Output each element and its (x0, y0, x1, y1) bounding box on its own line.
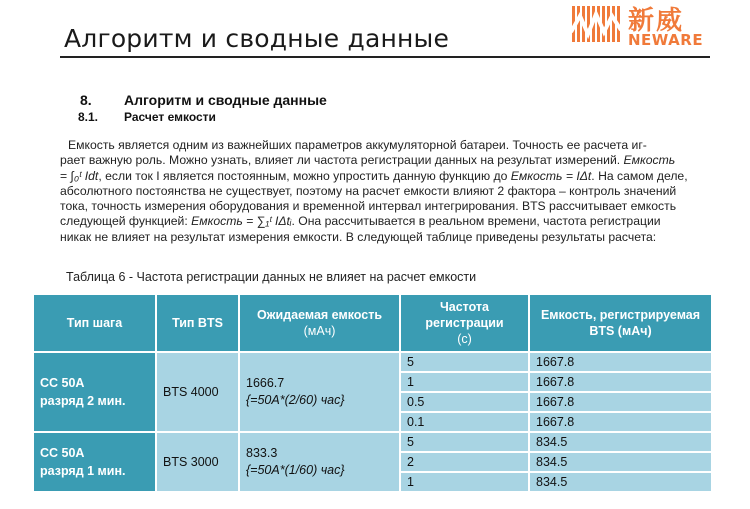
expected-value: 833.3 (246, 446, 278, 460)
capacity-cell: 1667.8 (529, 412, 712, 432)
paragraph-emphasis: Емкость (623, 153, 676, 168)
capacity-cell: 834.5 (529, 452, 712, 472)
step-type-line: CC 50A (40, 446, 85, 460)
neware-logo (568, 0, 718, 52)
paragraph-text: рает важную роль. Можно узнать, влияет ли частота регистрации данных на результат измерений. (60, 153, 621, 168)
paragraph-text: . Она рассчитывается в реальном времени, частота регистрации (291, 214, 661, 229)
paragraph-text: следующей функцией: (60, 214, 188, 229)
paragraph-text: , если ток I является постоянным, можно упростить данную функцию до (98, 168, 508, 183)
body-paragraph (60, 138, 712, 245)
frequency-cell: 0.5 (400, 392, 529, 412)
paragraph-line: абсолютного постоянства не существует, поэтому на расчет емкости влияют 2 фактора – контроль значений (60, 183, 677, 198)
table-header-row (33, 294, 712, 352)
integral-formula: ∫₀ᵗ Idt (70, 168, 99, 183)
subsection-title: Расчет емкости (124, 110, 216, 124)
expected-formula: {=50A*(2/60) час} (246, 393, 345, 407)
paragraph-line (60, 169, 712, 184)
header-expected-unit: (мАч) (303, 324, 336, 338)
header-step-type: Тип шага (33, 294, 156, 352)
capacity-cell: 1667.8 (529, 372, 712, 392)
expected-capacity-cell (239, 432, 400, 492)
neware-logo-icon (570, 2, 622, 46)
header-frequency (400, 294, 529, 352)
expected-value: 1666.7 (246, 376, 285, 390)
paragraph-line: Емкость является одним из важнейших параметров аккумуляторной батареи. Точность ее расчета иг- (68, 138, 647, 152)
expected-formula: {=50A*(1/60) час} (246, 463, 345, 477)
capacity-table (32, 293, 713, 493)
sum-formula: Емкость = ∑₁ᵗ IΔtᵢ (191, 214, 292, 229)
logo-chinese-text: 新威 (628, 6, 685, 36)
step-type-cell (33, 432, 156, 492)
header-expected-label: Ожидаемая емкость (256, 308, 383, 322)
table-row (33, 352, 712, 372)
capacity-cell: 1667.8 (529, 352, 712, 372)
bts-type-cell: BTS 4000 (156, 352, 239, 432)
logo-english-text: NEWARE (628, 31, 704, 49)
header-frequency-unit: (с) (457, 332, 472, 346)
step-type-line: разряд 2 мин. (40, 394, 126, 408)
paragraph-line: никак не влияет на результат измерения емкости. В следующей таблице приведены результаты расчета: (60, 229, 657, 244)
header-expected-capacity (239, 294, 400, 352)
table-caption: Таблица 6 - Частота регистрации данных не влияет на расчет емкости (66, 270, 477, 284)
paragraph-text: = (60, 168, 68, 183)
frequency-cell: 2 (400, 452, 529, 472)
capacity-cell: 1667.8 (529, 392, 712, 412)
frequency-cell: 5 (400, 432, 529, 452)
frequency-cell: 0.1 (400, 412, 529, 432)
paragraph-text: . На самом деле, (591, 168, 688, 183)
page-title: Алгоритм и сводные данные (64, 24, 450, 53)
capacity-cell: 834.5 (529, 472, 712, 492)
frequency-cell: 1 (400, 372, 529, 392)
header-bts-type: Тип BTS (156, 294, 239, 352)
header-recorded-capacity: Емкость, регистрируемая BTS (мАч) (529, 294, 712, 352)
paragraph-line (60, 214, 712, 229)
frequency-cell: 5 (400, 352, 529, 372)
step-type-line: разряд 1 мин. (40, 464, 126, 478)
frequency-cell: 1 (400, 472, 529, 492)
subsection-number: 8.1. (78, 110, 99, 124)
paragraph-line: тока, точность измерения оборудования и временной интервал интегрирования. BTS рассчитывает емкость (60, 199, 677, 214)
section-number: 8. (80, 92, 92, 108)
step-type-cell (33, 352, 156, 432)
expected-capacity-cell (239, 352, 400, 432)
step-type-line: CC 50A (40, 376, 85, 390)
paragraph-emphasis: Емкость = IΔt (510, 168, 592, 183)
bts-type-cell: BTS 3000 (156, 432, 239, 492)
table-row (33, 432, 712, 452)
section-title: Алгоритм и сводные данные (124, 92, 327, 108)
paragraph-line (60, 153, 712, 168)
header-frequency-label: Частота регистрации (425, 300, 504, 330)
capacity-cell: 834.5 (529, 432, 712, 452)
title-divider (60, 56, 710, 58)
